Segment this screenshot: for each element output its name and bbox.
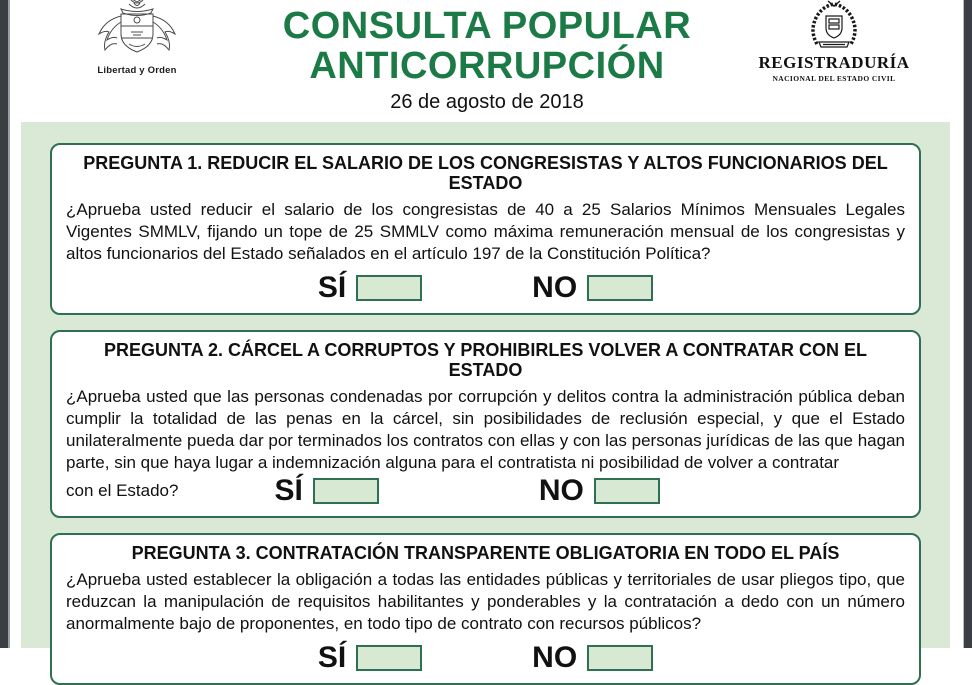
question-1-yes-group [318,273,422,303]
title-block [227,0,747,114]
question-3-body: ¿Aprueba usted establecer la obligación a todas las entidades públicas y territoriales de usar pliegos tipo, que reduzcan la manipulación de requisitos habilitantes y ponderables y la contratación a dedo con un número anormalmente bajo de proponentes, en todo tipo de contrato con recursos públicos? [66,570,905,633]
question-2-no-label: NO [538,474,584,507]
question-1-yes-label: SÍ [317,271,347,304]
registraduria-name: REGISTRADURÍA [758,53,910,72]
ballot-title [227,6,747,86]
viewer-right-edge [963,0,972,648]
colombia-coat-of-arms [84,0,190,76]
question-3-no-label: NO [532,641,578,674]
ballot-body [21,122,950,674]
question-1-title: PREGUNTA 1. REDUCIR EL SALARIO DE LOS CONGRESISTAS Y ALTOS FUNCIONARIOS DEL ESTADO [83,153,888,193]
question-1-yes-box[interactable] [356,275,422,301]
question-1-no-box[interactable] [587,275,653,301]
question-box-3 [50,533,921,685]
question-3-yes-box[interactable] [356,645,422,671]
question-3-title: PREGUNTA 3. CONTRATACIÓN TRANSPARENTE OBLIGATORIA EN TODO EL PAÍS [131,543,840,563]
registraduria-subtitle: NACIONAL DEL ESTADO CIVIL [772,74,896,83]
registraduria-logo [754,0,914,83]
question-3-yes-group [318,643,422,673]
question-2-yes-group [274,476,378,506]
question-2-yes-label: SÍ [274,474,303,507]
question-2-title: PREGUNTA 2. CÁRCEL A CORRUPTOS Y PROHIBIRLES VOLVER A CONTRATAR CON EL ESTADO [103,340,868,380]
question-3-no-box[interactable] [587,645,653,671]
ballot-title-line2: ANTICORRUPCIÓN [309,45,665,87]
viewer-left-edge [0,0,10,648]
ballot-header [12,0,962,122]
coat-of-arms-icon [91,0,183,64]
question-1-no-label: NO [532,271,578,304]
question-2-no-group [539,476,660,506]
question-2-no-box[interactable] [594,478,660,504]
question-box-2 [50,330,921,518]
question-3-yes-label: SÍ [317,641,347,674]
question-1-no-group [532,273,653,303]
coat-of-arms-caption: Libertad y Orden [97,65,177,76]
question-1-body: ¿Aprueba usted reducir el salario de los congresistas de 40 a 25 Salarios Mínimos Mensuales Legales Vigentes SMMLV, fijando un tope de 25 SMMLV como máxima remuneración mensual de los congresistas y altos funcionarios del Estado señalados en el artículo 197 de la Constitución Política? [66,200,905,263]
ballot-title-line1: CONSULTA POPULAR [282,5,692,47]
question-2-body: ¿Aprueba usted que las personas condenadas por corrupción y delitos contra la administración pública deban cumplir la totalidad de las penas en la cárcel, sin posibilidades de reclusión especial, y que el Estado unilateralmente pueda dar por terminados los contratos con ellas y con las personas jurídicas de las que hagan parte, sin que haya lugar a indemnización alguna para el contratista ni posibilidad de volver a contratar [66,387,905,472]
ballot-date: 26 de agosto de 2018 [390,91,584,113]
question-3-vote-row [66,643,905,673]
question-2-vote-row [66,476,905,506]
question-3-no-group [532,643,653,673]
ballot-page [12,0,962,674]
question-2-yes-box[interactable] [313,478,379,504]
question-2-body-tail: con el Estado? [66,481,179,500]
registraduria-seal-icon [805,0,863,52]
question-1-vote-row [66,273,905,303]
question-box-1 [50,143,921,315]
